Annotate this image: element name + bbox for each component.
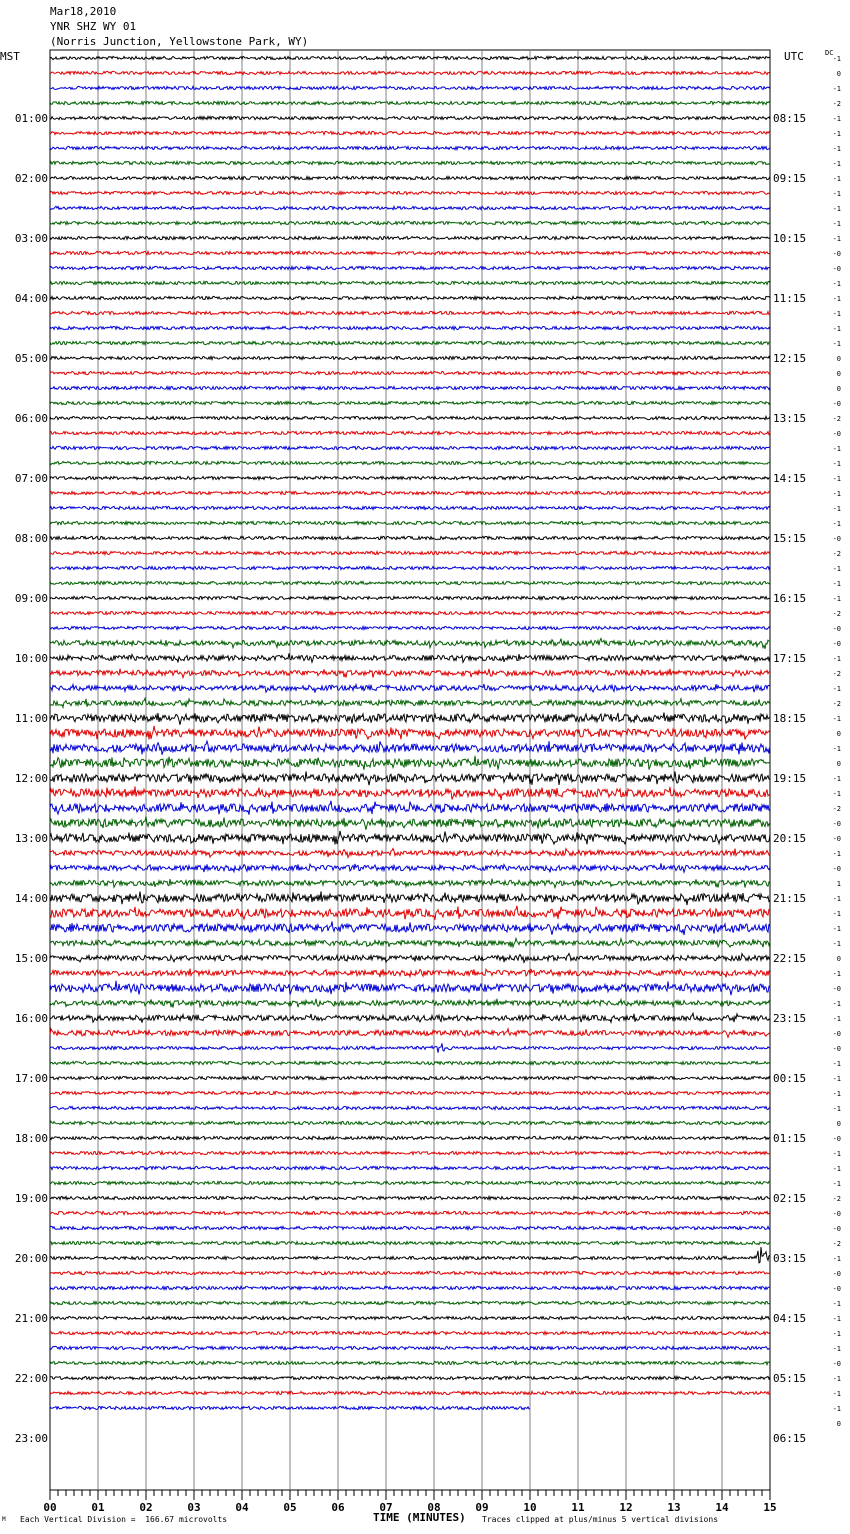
x-tick-label: 11 <box>571 1501 585 1514</box>
hour-label-mst: 03:00 <box>14 232 48 245</box>
seismic-trace <box>50 1106 770 1109</box>
dc-offset-value: -1 <box>832 1105 841 1113</box>
dc-offset-value: -1 <box>832 940 841 948</box>
dc-offset-value: -1 <box>832 1075 841 1083</box>
seismic-trace <box>50 446 770 449</box>
seismic-trace <box>50 938 770 947</box>
seismic-trace <box>50 71 770 74</box>
dc-offset-value: -1 <box>832 130 841 138</box>
hour-label-mst: 17:00 <box>14 1072 48 1085</box>
seismic-trace <box>50 684 770 693</box>
dc-offset-value: -1 <box>832 310 841 318</box>
dc-offset-value: -1 <box>832 1180 841 1188</box>
corner-mark: M <box>2 1516 6 1523</box>
seismic-trace <box>50 1061 770 1064</box>
hour-label-utc: 23:15 <box>773 1012 807 1025</box>
dc-offset-value: -2 <box>832 805 841 813</box>
dc-offset-value: -1 <box>832 325 841 333</box>
dc-offset-value: 0 <box>836 1420 841 1428</box>
seismic-trace <box>50 371 770 374</box>
dc-offset-value: -0 <box>832 535 841 543</box>
seismic-trace <box>50 266 770 269</box>
dc-offset-value: 0 <box>836 70 841 78</box>
seismic-trace <box>50 879 770 888</box>
seismic-trace <box>50 698 770 707</box>
seismic-trace <box>50 86 770 89</box>
seismic-trace <box>50 726 770 740</box>
seismic-trace <box>50 146 770 149</box>
seismic-trace <box>50 191 770 194</box>
dc-offset-value: -2 <box>832 1240 841 1248</box>
seismic-trace <box>50 1166 770 1169</box>
hour-label-utc: 14:15 <box>773 472 807 485</box>
dc-offset-value: -2 <box>832 550 841 558</box>
hour-label-mst: 01:00 <box>14 112 48 125</box>
dc-offset-value: -1 <box>832 235 841 243</box>
seismic-trace <box>50 626 770 629</box>
dc-offset-value: -1 <box>832 475 841 483</box>
dc-offset-value: -2 <box>832 610 841 618</box>
hour-label-utc: 16:15 <box>773 592 807 605</box>
seismic-trace <box>50 1247 770 1263</box>
seismic-trace <box>50 1211 770 1214</box>
seismic-trace <box>50 131 770 134</box>
hour-label-utc: 08:15 <box>773 112 807 125</box>
seismic-trace <box>50 341 770 344</box>
x-tick-label: 02 <box>139 1501 153 1514</box>
hour-label-mst: 10:00 <box>14 652 48 665</box>
dc-offset-value: -1 <box>832 1255 841 1263</box>
seismic-trace <box>50 521 770 524</box>
seismic-trace <box>50 981 770 995</box>
seismic-trace <box>50 891 770 905</box>
dc-offset-value: -1 <box>832 685 841 693</box>
dc-offset-value: -1 <box>832 655 841 663</box>
dc-offset-value: -2 <box>832 100 841 108</box>
dc-offset-value: -1 <box>832 340 841 348</box>
dc-offset-value: -1 <box>832 490 841 498</box>
x-tick-label: 05 <box>283 1501 297 1514</box>
hour-label-mst: 21:00 <box>14 1312 48 1325</box>
seismic-trace <box>50 786 770 800</box>
seismic-trace <box>50 906 770 920</box>
dc-offset-value: -1 <box>832 1345 841 1353</box>
dc-offset-value: -0 <box>832 1030 841 1038</box>
dc-offset-value: 0 <box>836 955 841 963</box>
hour-label-utc: 09:15 <box>773 172 807 185</box>
seismic-trace <box>50 176 770 179</box>
x-tick-label: 07 <box>379 1501 393 1514</box>
hour-label-utc: 11:15 <box>773 292 807 305</box>
hour-label-utc: 12:15 <box>773 352 807 365</box>
seismic-trace <box>50 161 770 164</box>
hour-label-utc: 22:15 <box>773 952 807 965</box>
seismic-trace <box>50 639 770 649</box>
x-axis-title: TIME (MINUTES) <box>373 1511 466 1524</box>
hour-label-mst: 18:00 <box>14 1132 48 1145</box>
seismic-trace <box>50 476 770 479</box>
hour-label-mst: 05:00 <box>14 352 48 365</box>
seismic-trace <box>50 1226 770 1229</box>
hour-label-utc: 21:15 <box>773 892 807 905</box>
hour-label-utc: 02:15 <box>773 1192 807 1205</box>
scale-note: Each Vertical Division = 166.67 microvolts <box>20 1515 228 1524</box>
hour-label-mst: 13:00 <box>14 832 48 845</box>
seismic-trace <box>50 596 770 599</box>
dc-offset-value: -1 <box>832 280 841 288</box>
dc-offset-value: -1 <box>832 205 841 213</box>
dc-offset-value: -1 <box>832 1090 841 1098</box>
dc-offset-value: -0 <box>832 1285 841 1293</box>
seismic-trace <box>50 1271 770 1274</box>
dc-offset-value: -2 <box>832 415 841 423</box>
seismic-trace <box>50 741 770 755</box>
dc-offset-value: -0 <box>832 1210 841 1218</box>
seismic-trace <box>50 431 770 434</box>
dc-offset-value: -1 <box>832 565 841 573</box>
hour-label-mst: 20:00 <box>14 1252 48 1265</box>
dc-offset-value: 0 <box>836 385 841 393</box>
dc-offset-header: DC <box>825 49 834 57</box>
hour-label-utc: 15:15 <box>773 532 807 545</box>
clip-note: Traces clipped at plus/minus 5 vertical divisions <box>482 1515 719 1524</box>
hour-label-utc: 10:15 <box>773 232 807 245</box>
dc-offset-value: -1 <box>832 115 841 123</box>
dc-offset-value: -1 <box>832 925 841 933</box>
dc-offset-value: -1 <box>832 520 841 528</box>
seismic-trace <box>50 326 770 329</box>
x-tick-label: 01 <box>91 1501 105 1514</box>
dc-offset-value: -1 <box>832 1165 841 1173</box>
seismic-trace <box>50 506 770 509</box>
seismic-trace <box>50 1316 770 1319</box>
dc-offset-value: -0 <box>832 1270 841 1278</box>
hour-label-utc: 00:15 <box>773 1072 807 1085</box>
hour-label-utc: 18:15 <box>773 712 807 725</box>
seismic-trace <box>50 386 770 389</box>
seismic-trace <box>50 1346 770 1349</box>
dc-offset-value: -0 <box>832 1045 841 1053</box>
hour-label-utc: 13:15 <box>773 412 807 425</box>
seismic-trace <box>50 416 770 419</box>
seismic-trace <box>50 1076 770 1079</box>
hour-label-mst: 23:00 <box>14 1432 48 1445</box>
seismic-trace <box>50 1029 770 1038</box>
seismic-trace <box>50 491 770 494</box>
dc-offset-value: -1 <box>832 190 841 198</box>
dc-offset-value: -0 <box>832 400 841 408</box>
dc-offset-value: -1 <box>832 910 841 918</box>
hour-label-mst: 22:00 <box>14 1372 48 1385</box>
dc-offset-value: -0 <box>832 835 841 843</box>
dc-offset-value: -1 <box>832 1150 841 1158</box>
seismic-trace <box>50 801 770 815</box>
hour-label-mst: 14:00 <box>14 892 48 905</box>
hour-label-utc: 06:15 <box>773 1432 807 1445</box>
hour-label-mst: 12:00 <box>14 772 48 785</box>
dc-offset-value: -2 <box>832 1195 841 1203</box>
seismic-trace <box>50 236 770 239</box>
dc-offset-value: 1 <box>836 880 841 888</box>
seismic-trace <box>50 1121 770 1124</box>
seismic-trace <box>50 1331 770 1334</box>
x-tick-label: 06 <box>331 1501 345 1514</box>
seismic-trace <box>50 771 770 785</box>
seismic-trace <box>50 1301 770 1304</box>
seismic-trace <box>50 849 770 858</box>
seismic-trace <box>50 116 770 119</box>
dc-offset-value: -1 <box>832 1405 841 1413</box>
hour-label-mst: 16:00 <box>14 1012 48 1025</box>
seismic-trace <box>50 669 770 678</box>
seismic-trace <box>50 611 770 614</box>
seismic-trace <box>50 551 770 554</box>
dc-offset-value: -1 <box>832 460 841 468</box>
dc-offset-value: -1 <box>832 175 841 183</box>
dc-offset-value: -0 <box>832 865 841 873</box>
hour-label-utc: 20:15 <box>773 832 807 845</box>
dc-offset-value: 0 <box>836 370 841 378</box>
left-timezone-label: MST <box>0 50 20 63</box>
dc-offset-value: -1 <box>832 1000 841 1008</box>
dc-offset-value: -1 <box>832 1300 841 1308</box>
dc-offset-value: -1 <box>832 220 841 228</box>
station-code: YNR SHZ WY 01 <box>50 20 137 33</box>
dc-offset-value: -1 <box>832 1330 841 1338</box>
dc-offset-value: 0 <box>836 730 841 738</box>
dc-offset-value: -2 <box>832 700 841 708</box>
dc-offset-value: -1 <box>832 1375 841 1383</box>
seismic-trace <box>50 251 770 254</box>
dc-offset-value: -1 <box>832 1060 841 1068</box>
x-tick-label: 14 <box>715 1501 729 1514</box>
dc-offset-value: -1 <box>832 775 841 783</box>
dc-offset-value: 0 <box>836 1120 841 1128</box>
dc-offset-value: -0 <box>832 265 841 273</box>
seismic-trace <box>50 817 770 830</box>
x-tick-label: 04 <box>235 1501 249 1514</box>
seismic-trace <box>50 221 770 224</box>
seismic-trace <box>50 1043 770 1052</box>
hour-label-mst: 09:00 <box>14 592 48 605</box>
seismic-trace <box>50 1136 770 1139</box>
hour-label-utc: 03:15 <box>773 1252 807 1265</box>
dc-offset-value: -0 <box>832 640 841 648</box>
dc-offset-value: -1 <box>832 505 841 513</box>
dc-offset-value: -1 <box>832 790 841 798</box>
dc-offset-value: -1 <box>832 595 841 603</box>
seismic-trace <box>50 1196 770 1199</box>
seismic-trace <box>50 1391 770 1394</box>
dc-offset-value: -1 <box>832 160 841 168</box>
seismic-trace <box>50 401 770 404</box>
seismic-trace <box>50 713 770 725</box>
seismic-trace <box>50 356 770 359</box>
hour-label-mst: 11:00 <box>14 712 48 725</box>
seismic-trace <box>50 1013 770 1022</box>
x-tick-label: 08 <box>427 1501 441 1514</box>
seismic-trace <box>50 756 770 770</box>
dc-offset-value: -1 <box>832 895 841 903</box>
dc-offset-value: -1 <box>832 970 841 978</box>
dc-offset-value: -0 <box>832 1225 841 1233</box>
seismic-trace <box>50 922 770 936</box>
dc-offset-value: -0 <box>832 250 841 258</box>
dc-offset-value: -0 <box>832 820 841 828</box>
seismic-trace <box>50 461 770 464</box>
dc-offset-value: -1 <box>832 1015 841 1023</box>
seismic-trace <box>50 831 770 845</box>
seismic-trace <box>50 56 770 59</box>
hour-label-mst: 04:00 <box>14 292 48 305</box>
dc-offset-value: -1 <box>832 745 841 753</box>
seismic-trace <box>50 311 770 314</box>
station-location: (Norris Junction, Yellowstone Park, WY) <box>50 35 309 48</box>
x-tick-label: 00 <box>43 1501 57 1514</box>
x-tick-label: 10 <box>523 1501 537 1514</box>
dc-offset-value: 0 <box>836 760 841 768</box>
dc-offset-value: -1 <box>832 1390 841 1398</box>
seismic-trace <box>50 566 770 569</box>
right-timezone-label: UTC <box>784 50 804 63</box>
hour-label-mst: 19:00 <box>14 1192 48 1205</box>
dc-offset-value: -1 <box>832 850 841 858</box>
dc-offset-value: -0 <box>832 1360 841 1368</box>
x-tick-label: 13 <box>667 1501 681 1514</box>
seismic-trace <box>50 1286 770 1289</box>
hour-label-utc: 05:15 <box>773 1372 807 1385</box>
dc-offset-value: -1 <box>832 580 841 588</box>
dc-offset-value: -1 <box>832 145 841 153</box>
dc-offset-value: -1 <box>832 55 841 63</box>
hour-label-mst: 06:00 <box>14 412 48 425</box>
seismic-trace <box>50 1241 770 1244</box>
seismic-trace <box>50 581 770 584</box>
dc-offset-value: -1 <box>832 1315 841 1323</box>
x-tick-label: 15 <box>763 1501 777 1514</box>
hour-label-utc: 19:15 <box>773 772 807 785</box>
seismic-trace <box>50 969 770 978</box>
seismic-trace <box>50 206 770 209</box>
dc-offset-value: -0 <box>832 985 841 993</box>
hour-label-mst: 07:00 <box>14 472 48 485</box>
dc-offset-value: 0 <box>836 355 841 363</box>
seismic-trace <box>50 1361 770 1364</box>
seismic-trace <box>50 999 770 1008</box>
seismic-trace <box>50 1151 770 1154</box>
seismic-trace <box>50 281 770 284</box>
hour-label-utc: 01:15 <box>773 1132 807 1145</box>
dc-offset-value: -1 <box>832 715 841 723</box>
hour-label-mst: 02:00 <box>14 172 48 185</box>
seismic-trace <box>50 1091 770 1094</box>
dc-offset-value: -1 <box>832 85 841 93</box>
seismic-trace <box>50 296 770 299</box>
hour-label-utc: 17:15 <box>773 652 807 665</box>
x-tick-label: 09 <box>475 1501 489 1514</box>
seismic-trace <box>50 1181 770 1184</box>
dc-offset-value: -0 <box>832 430 841 438</box>
seismic-trace <box>50 101 770 104</box>
dc-offset-value: -2 <box>832 670 841 678</box>
seismic-trace <box>50 1376 770 1379</box>
plot-date: Mar18,2010 <box>50 5 117 18</box>
seismic-trace <box>50 536 770 539</box>
seismic-trace <box>50 954 770 963</box>
seismic-trace <box>50 863 770 872</box>
hour-label-utc: 04:15 <box>773 1312 807 1325</box>
hour-label-mst: 15:00 <box>14 952 48 965</box>
dc-offset-value: -0 <box>832 1135 841 1143</box>
seismic-trace <box>50 653 770 662</box>
x-tick-label: 03 <box>187 1501 201 1514</box>
hour-label-mst: 08:00 <box>14 532 48 545</box>
x-tick-label: 12 <box>619 1501 633 1514</box>
dc-offset-value: -1 <box>832 445 841 453</box>
dc-offset-value: -0 <box>832 625 841 633</box>
dc-offset-value: -1 <box>832 295 841 303</box>
